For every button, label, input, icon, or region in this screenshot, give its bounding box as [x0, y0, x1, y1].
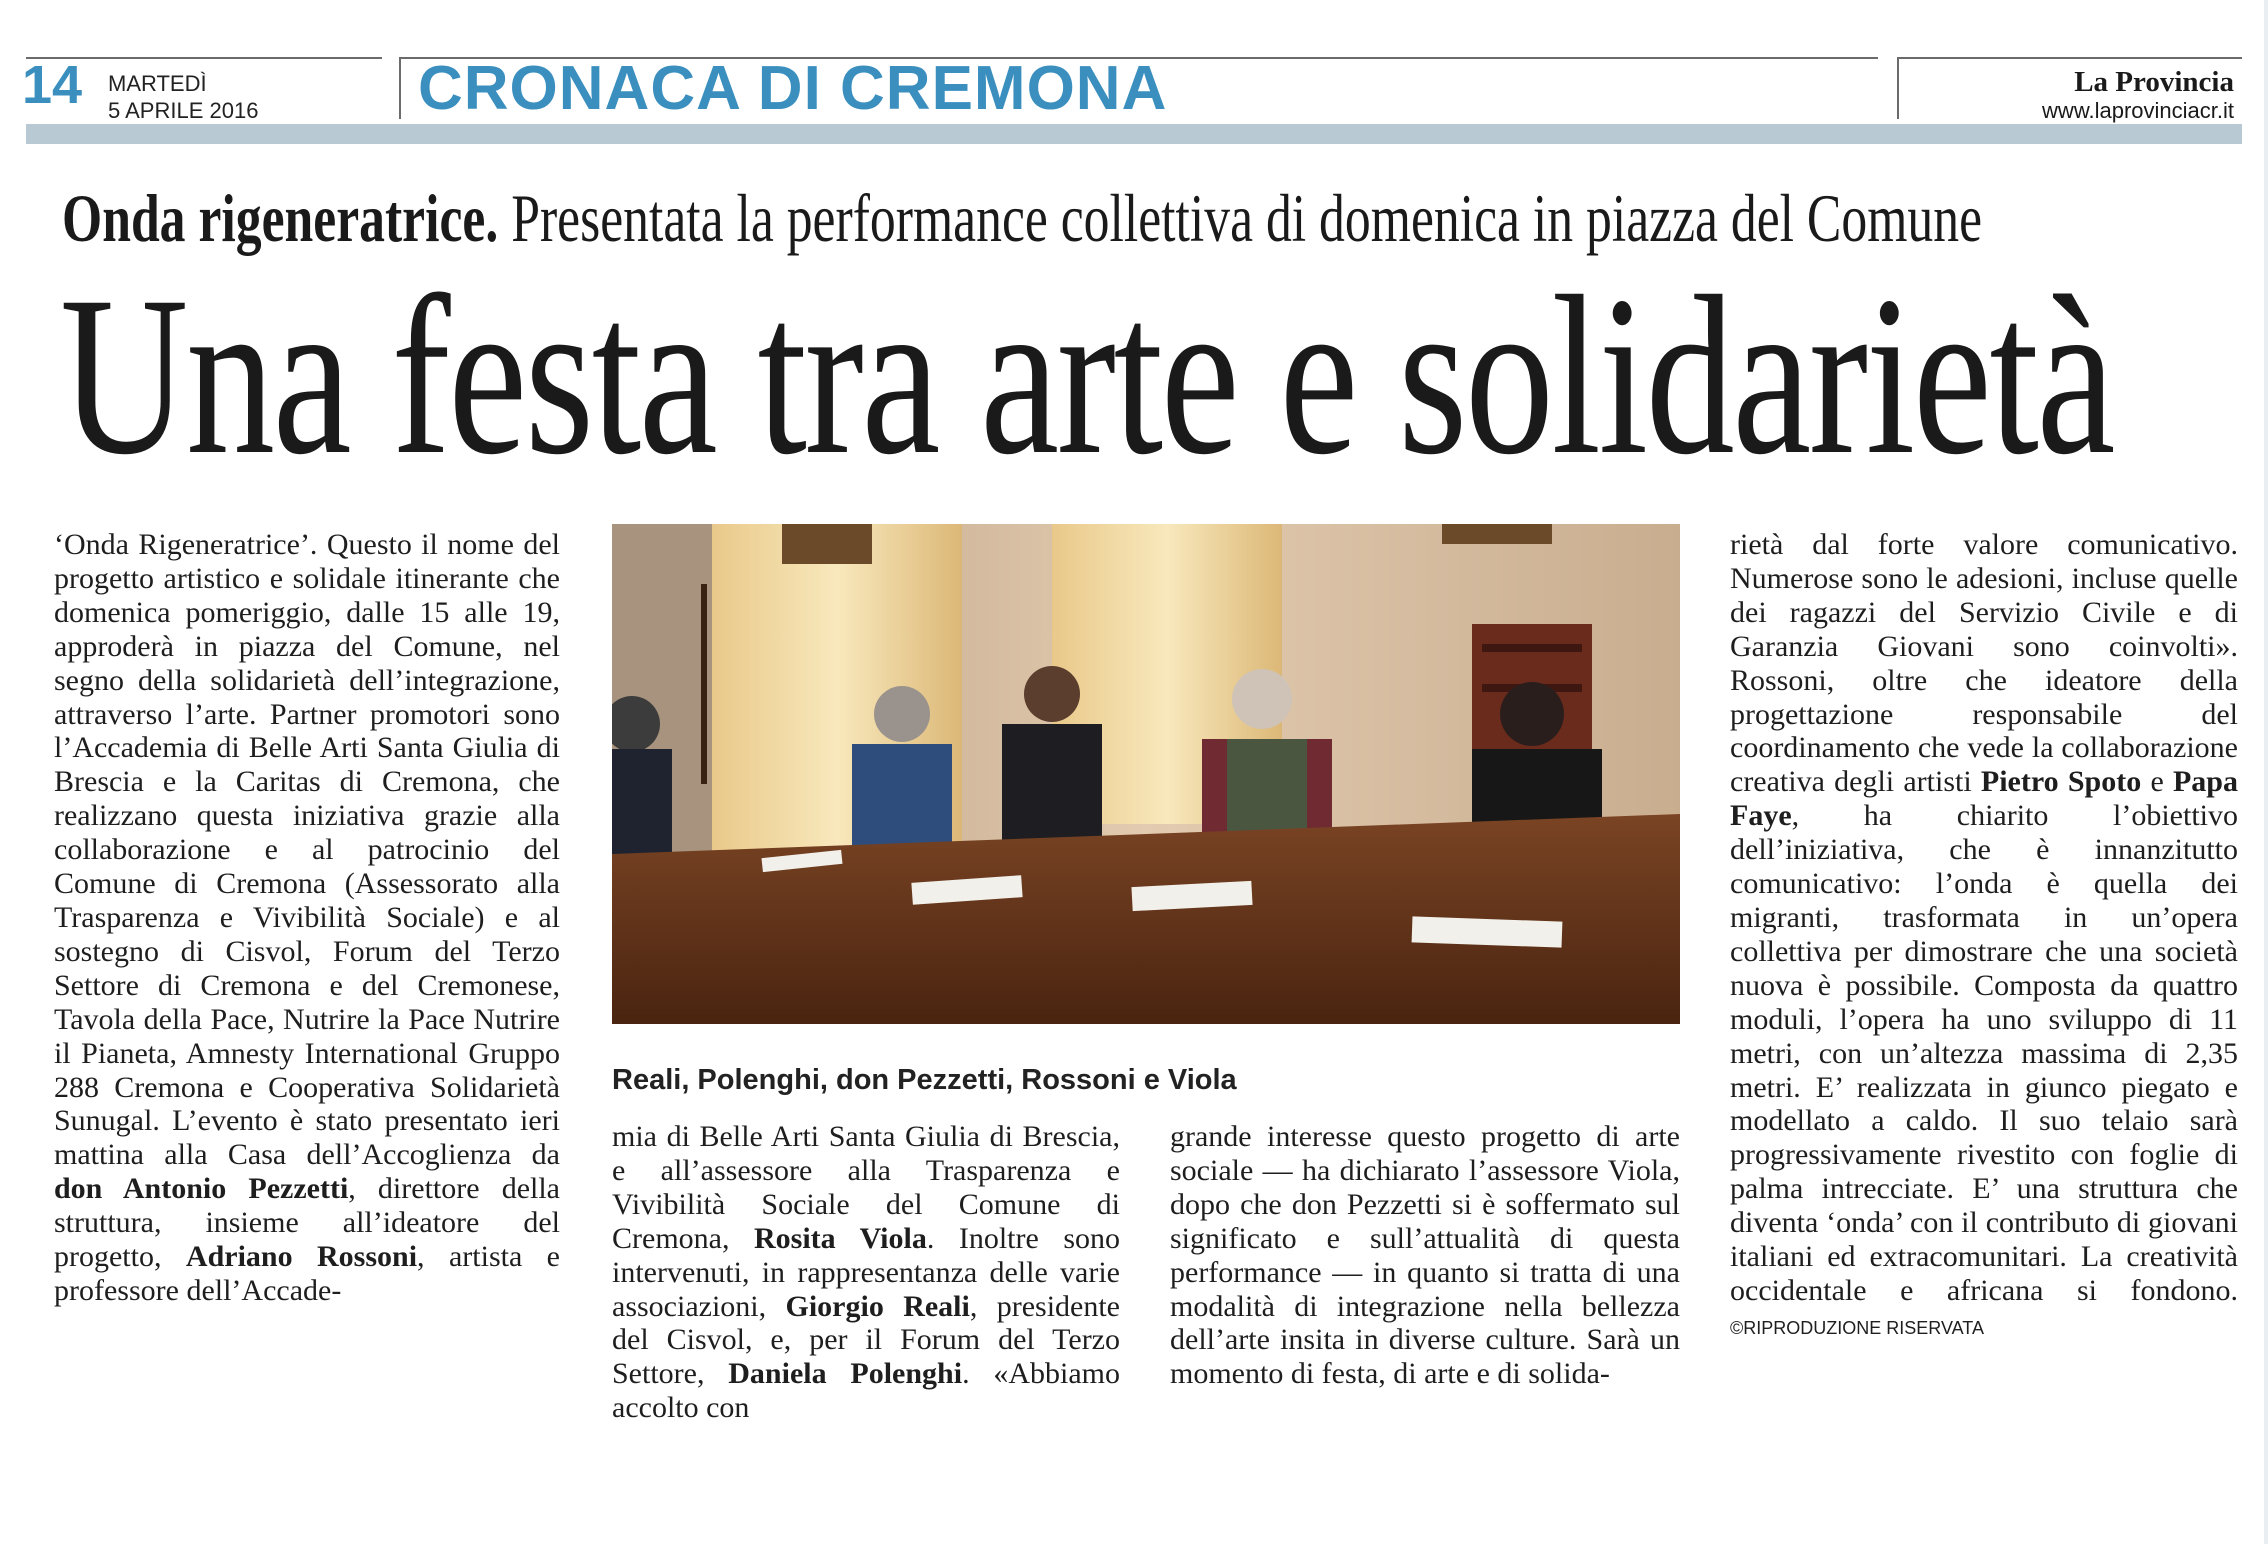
bold-name: Adriano Rossoni: [185, 1240, 418, 1274]
article-column-2: [612, 1120, 1120, 1425]
kicker: [62, 178, 1983, 258]
bold-name: Giorgio Reali: [785, 1289, 970, 1323]
text-run: , presidente del Cisvol, e, per il Forum del Terzo Settore,: [612, 1289, 1120, 1391]
header-divider: [1897, 57, 1899, 119]
header-rule: [1898, 57, 2242, 59]
section-title: CRONACA DI CREMONA: [418, 54, 1168, 123]
issue-date: [108, 70, 258, 124]
text-run: , ha chiarito l’obiettivo dell’iniziativa, che è innanzitutto comunicativo: l’onda è quella dei migranti, trasformata in un’opera collettiva per dimostrare che una società nuova è possibile. Composta da quattro moduli, l’opera ha uno sviluppo di 11 metri, con un’altezza massima di 2,35 metri. E’ realizzata in giunco piegato e modellato a caldo. Il suo telaio sarà progressivamente rivestito con foglie di palma intrecciate. E’ una struttura che diventa ‘onda’ con il contributo di giovani italiani ed extracomunitari. La creatività occidentale e africana si fondono.: [1730, 799, 2238, 1307]
article-photo: [612, 524, 1680, 1024]
copyright-notice: ©RIPRODUZIONE RISERVATA: [1730, 1317, 1984, 1338]
photo-caption: Reali, Polenghi, don Pezzetti, Rossoni e Viola: [612, 1064, 1237, 1096]
bold-name: Rosita Viola: [753, 1221, 927, 1255]
text-run: , direttore della struttura, insieme all’ideatore del progetto,: [54, 1172, 560, 1274]
text-run: rietà dal forte valore comunicativo. Numerose sono le adesioni, incluse quelle dei ragazzi del Servizio Civile e di Garanzia Giovani sono coinvolti». Rossoni, oltre che ideatore della progettazione responsabile del coordinamento che vede la collaborazione creativa degli artisti: [1730, 528, 2238, 799]
kicker-text: Presentata la performance collettiva di domenica in piazza del Comune: [498, 180, 1983, 256]
header-divider: [399, 57, 401, 119]
article-column-1: [54, 528, 560, 1308]
article-column-3: [1170, 1120, 1680, 1391]
bold-name: Pietro Spoto: [1980, 765, 2142, 799]
kicker-bold: Onda rigeneratrice.: [62, 180, 499, 256]
header-band: [26, 124, 2242, 144]
group-meeting-photo-icon: [612, 524, 1680, 1024]
date: 5 APRILE 2016: [108, 98, 259, 123]
text-run: . Inoltre sono intervenuti, in rappresentanza delle varie associazioni,: [612, 1221, 1120, 1323]
headline: Una festa tra arte e solidarietà: [60, 250, 2114, 502]
article-column-4: [1730, 528, 2238, 1346]
page-edge: [2264, 0, 2268, 1544]
text-run: grande interesse questo progetto di arte sociale — ha dichiarato l’assessore Viola, dopo che don Pezzetti si è soffermato sul significato e sull’attualità di questa performance — in quanto si tratta di una modalità di integrazione nella bellezza dell’arte insita in diverse culture. Sarà un momento di festa, di arte e di solida-: [1170, 1120, 1680, 1391]
text-run: , artista e professore dell’Accade-: [54, 1240, 560, 1307]
masthead: [2042, 66, 2234, 124]
bold-name: Papa Faye: [1730, 765, 2238, 833]
text-run: . «Abbiamo accolto con: [612, 1357, 1120, 1425]
text-run: mia di Belle Arti Santa Giulia di Brescia, e all’assessore alla Trasparenza e Vivibilità Sociale del Comune di Cremona,: [612, 1120, 1120, 1255]
text-run: e: [2141, 765, 2173, 799]
bold-name: Daniela Polenghi: [728, 1357, 963, 1391]
paper-name: La Provincia: [2074, 66, 2234, 98]
weekday: MARTEDÌ: [108, 71, 207, 96]
bold-name: don Antonio Pezzetti: [54, 1172, 349, 1206]
page-number: 14: [22, 55, 83, 115]
text-run: ‘Onda Rigeneratrice’. Questo il nome del progetto artistico e solidale itinerante che domenica pomeriggio, dalle 15 alle 19, approderà in piazza del Comune, nel segno della solidarietà dell’integrazione, attraverso l’arte. Partner promotori sono l’Accademia di Belle Arti Santa Giulia di Brescia e la Caritas di Cremona, che realizzano questa iniziativa grazie alla collaborazione e al patrocinio del Comune di Cremona (Assessorato alla Trasparenza e Vivibilità Sociale) e al sostegno di Cisvol, Forum del Terzo Settore di Cremona e del Cremonese, Tavola della Pace, Nutrire la Pace Nutrire il Pianeta, Amnesty International Gruppo 288 Cremona e Cooperativa Solidarietà Sunugal. L’evento è stato presentato ieri mattina alla Casa dell’Accoglienza da: [54, 528, 560, 1172]
paper-url: www.laprovinciacr.it: [2042, 98, 2234, 123]
